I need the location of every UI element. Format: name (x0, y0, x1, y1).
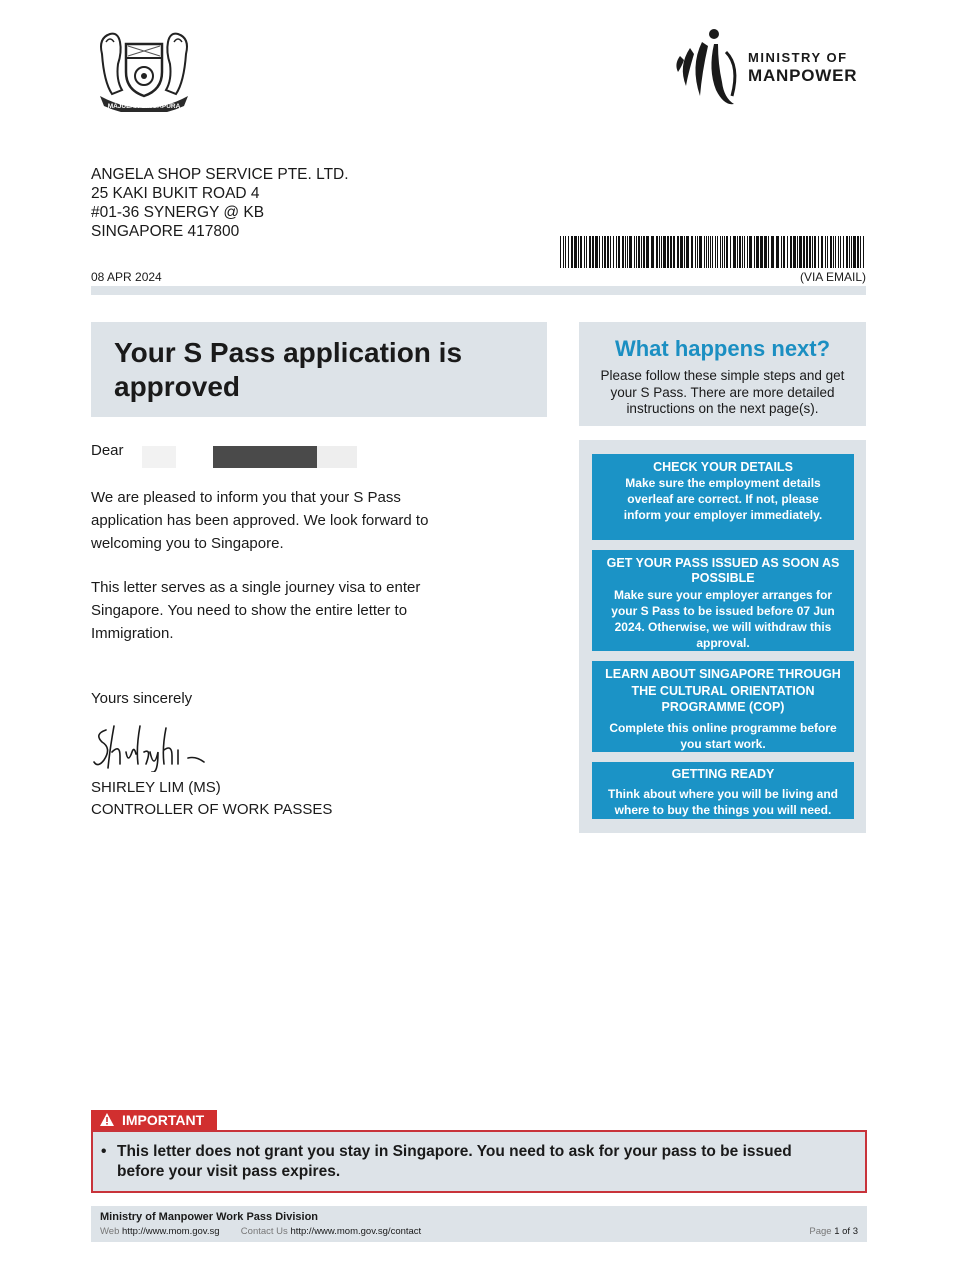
barcode-bar (610, 236, 611, 268)
ministry-line1: MINISTRY OF (748, 50, 848, 65)
step-title: GET YOUR PASS ISSUED AS SOON AS POSSIBLE (606, 556, 840, 585)
barcode-bar (857, 236, 859, 268)
barcode-bar (592, 236, 594, 268)
barcode-bar (625, 236, 626, 268)
barcode-bar (684, 236, 685, 268)
barcode-bar (803, 236, 805, 268)
barcode-bar (695, 236, 696, 268)
header-divider (91, 286, 866, 295)
barcode-bar (667, 236, 669, 268)
signer-title: CONTROLLER OF WORK PASSES (91, 801, 333, 818)
barcode-bar (726, 236, 728, 268)
barcode-bar (814, 236, 816, 268)
barcode-bar (589, 236, 591, 268)
barcode-bar (565, 236, 566, 268)
barcode-bar (706, 236, 707, 268)
barcode-bar (781, 236, 782, 268)
barcode-bar (849, 236, 850, 268)
barcode-bar (599, 236, 600, 268)
step-getting-ready (592, 762, 854, 819)
barcode-bar (756, 236, 759, 268)
barcode-bar (663, 236, 666, 268)
address-line: #01-36 SYNERGY @ KB (91, 204, 265, 221)
paragraph-approval: We are pleased to inform you that your S Pass application has been approved. We look forward to welcoming you to Singapore. (91, 489, 429, 552)
page-number (809, 1226, 858, 1237)
warning-icon (99, 1112, 115, 1127)
barcode-bar (643, 236, 645, 268)
barcode-bar (843, 236, 844, 268)
barcode-bar (835, 236, 836, 268)
step-title: LEARN ABOUT SINGAPORE THROUGH THE CULTURAL ORIENTATION PROGRAMME (COP) (605, 667, 841, 714)
redaction (142, 446, 176, 468)
page-value: 1 of 3 (834, 1226, 858, 1237)
barcode-bar (760, 236, 763, 268)
barcode-bar (724, 236, 725, 268)
barcode-bar (846, 236, 848, 268)
signature (92, 722, 212, 772)
signatory (91, 777, 332, 821)
barcode-bar (730, 236, 731, 268)
barcode-bar (768, 236, 769, 268)
important-notice (91, 1130, 867, 1193)
barcode-bar (771, 236, 774, 268)
next-steps-intro: Please follow these simple steps and get your S Pass. There are more detailed instructions on the next page(s). (600, 368, 845, 416)
barcode-bar (636, 236, 637, 268)
barcode (560, 236, 866, 268)
barcode-bar (661, 236, 662, 268)
barcode-bar (742, 236, 743, 268)
barcode-bar (574, 236, 577, 268)
barcode-bar (686, 236, 689, 268)
barcode-bar (764, 236, 767, 268)
barcode-bar (754, 236, 755, 268)
delivery-method: (VIA EMAIL) (799, 270, 866, 284)
ministry-of-manpower-logo (672, 26, 872, 116)
barcode-bar (749, 236, 752, 268)
barcode-bar (560, 236, 561, 268)
contact-link[interactable]: http://www.mom.gov.sg/contact (290, 1226, 422, 1237)
title-banner (91, 322, 547, 417)
barcode-bar (717, 236, 718, 268)
barcode-bar (830, 236, 832, 268)
footer (91, 1206, 867, 1242)
barcode-bar (783, 236, 785, 268)
barcode-bar (586, 236, 587, 268)
step-get-pass-issued (592, 550, 854, 651)
barcode-bar (578, 236, 579, 268)
barcode-bar (833, 236, 834, 268)
barcode-bar (691, 236, 693, 268)
bullet: • (101, 1143, 107, 1160)
barcode-bar (641, 236, 642, 268)
barcode-bar (697, 236, 698, 268)
barcode-bar (677, 236, 679, 268)
barcode-bar (733, 236, 736, 268)
step-title: GETTING READY (671, 767, 775, 781)
barcode-bar (604, 236, 606, 268)
important-label (91, 1110, 217, 1130)
step-body: Make sure the employment details overleaf are correct. If not, please inform your employer immediately. (623, 476, 823, 522)
barcode-bar (851, 236, 852, 268)
barcode-bar (584, 236, 585, 268)
step-body: Complete this online programme before you start work. (609, 720, 837, 751)
barcode-bar (638, 236, 640, 268)
barcode-bar (659, 236, 660, 268)
paragraph-visa: This letter serves as a single journey visa to enter Singapore. You need to show the entire letter to Immigration. (91, 579, 421, 642)
barcode-bar (634, 236, 635, 268)
barcode-bar (797, 236, 798, 268)
barcode-bar (838, 236, 839, 268)
address-line: SINGAPORE 417800 (91, 223, 240, 240)
barcode-bar (622, 236, 624, 268)
footer-links (100, 1226, 421, 1237)
ministry-line2: MANPOWER (748, 66, 858, 85)
step-cultural-orientation (592, 661, 854, 752)
redaction (317, 446, 357, 468)
singapore-crest-logo (92, 24, 196, 112)
barcode-bar (806, 236, 808, 268)
web-label: Web (100, 1226, 120, 1237)
web-link[interactable]: http://www.mom.gov.sg (122, 1226, 220, 1237)
barcode-bar (720, 236, 721, 268)
important-text: This letter does not grant you stay in Singapore. You need to ask for your pass to be issued before your visit pass expires. (117, 1143, 792, 1180)
barcode-bar (670, 236, 672, 268)
barcode-bar (860, 236, 861, 268)
barcode-bar (618, 236, 620, 268)
barcode-bar (602, 236, 603, 268)
page-title: Your S Pass application is approved (114, 337, 463, 402)
salutation: Dear (91, 442, 124, 459)
barcode-bar (613, 236, 614, 268)
barcode-bar (571, 236, 573, 268)
barcode-bar (722, 236, 723, 268)
step-title: CHECK YOUR DETAILS (653, 460, 793, 474)
barcode-bar (563, 236, 564, 268)
barcode-bar (580, 236, 582, 268)
barcode-bar (744, 236, 745, 268)
barcode-bar (793, 236, 796, 268)
footer-division: Ministry of Manpower Work Pass Division (100, 1211, 319, 1223)
page-label: Page (809, 1226, 832, 1237)
barcode-bar (863, 236, 864, 268)
barcode-bar (673, 236, 675, 268)
manpower-figure-icon (672, 26, 744, 116)
employer-address (91, 165, 349, 241)
barcode-bar (712, 236, 713, 268)
barcode-bar (627, 236, 628, 268)
address-line: ANGELA SHOP SERVICE PTE. LTD. (91, 166, 349, 183)
barcode-bar (825, 236, 826, 268)
barcode-bar (607, 236, 609, 268)
barcode-bar (699, 236, 702, 268)
step-body: Think about where you will be living and where to buy the things you will need. (607, 787, 839, 817)
barcode-bar (739, 236, 741, 268)
next-steps-header (579, 322, 866, 426)
barcode-bar (646, 236, 649, 268)
barcode-bar (747, 236, 748, 268)
address-line: 25 KAKI BUKIT ROAD 4 (91, 185, 260, 202)
barcode-bar (704, 236, 705, 268)
barcode-bar (818, 236, 819, 268)
barcode-bar (715, 236, 716, 268)
barcode-bar (840, 236, 841, 268)
barcode-bar (809, 236, 811, 268)
redaction (213, 446, 317, 468)
barcode-bar (656, 236, 658, 268)
barcode-bar (790, 236, 792, 268)
barcode-bar (568, 236, 569, 268)
letter-date: 08 APR 2024 (91, 270, 162, 284)
barcode-bar (799, 236, 802, 268)
barcode-bar (629, 236, 632, 268)
barcode-bar (595, 236, 598, 268)
crest-motto: MAJULAH SINGAPURA (107, 103, 181, 110)
barcode-bar (680, 236, 683, 268)
next-steps-heading: What happens next? (614, 336, 831, 361)
step-body: Make sure your employer arranges for your S Pass to be issued before 07 Jun 2024. Otherwise, we will withdraw this approval. (611, 588, 835, 650)
barcode-bar (708, 236, 709, 268)
barcode-bar (737, 236, 738, 268)
barcode-bar (651, 236, 654, 268)
barcode-bar (827, 236, 828, 268)
step-check-details (592, 454, 854, 540)
closing: Yours sincerely (91, 690, 193, 707)
barcode-bar (787, 236, 788, 268)
barcode-bar (812, 236, 813, 268)
barcode-bar (853, 236, 856, 268)
barcode-bar (821, 236, 823, 268)
signer-name: SHIRLEY LIM (MS) (91, 779, 221, 796)
contact-label: Contact Us (240, 1226, 288, 1237)
barcode-bar (616, 236, 617, 268)
barcode-bar (710, 236, 711, 268)
important-label-text: IMPORTANT (122, 1112, 205, 1128)
barcode-bar (776, 236, 779, 268)
